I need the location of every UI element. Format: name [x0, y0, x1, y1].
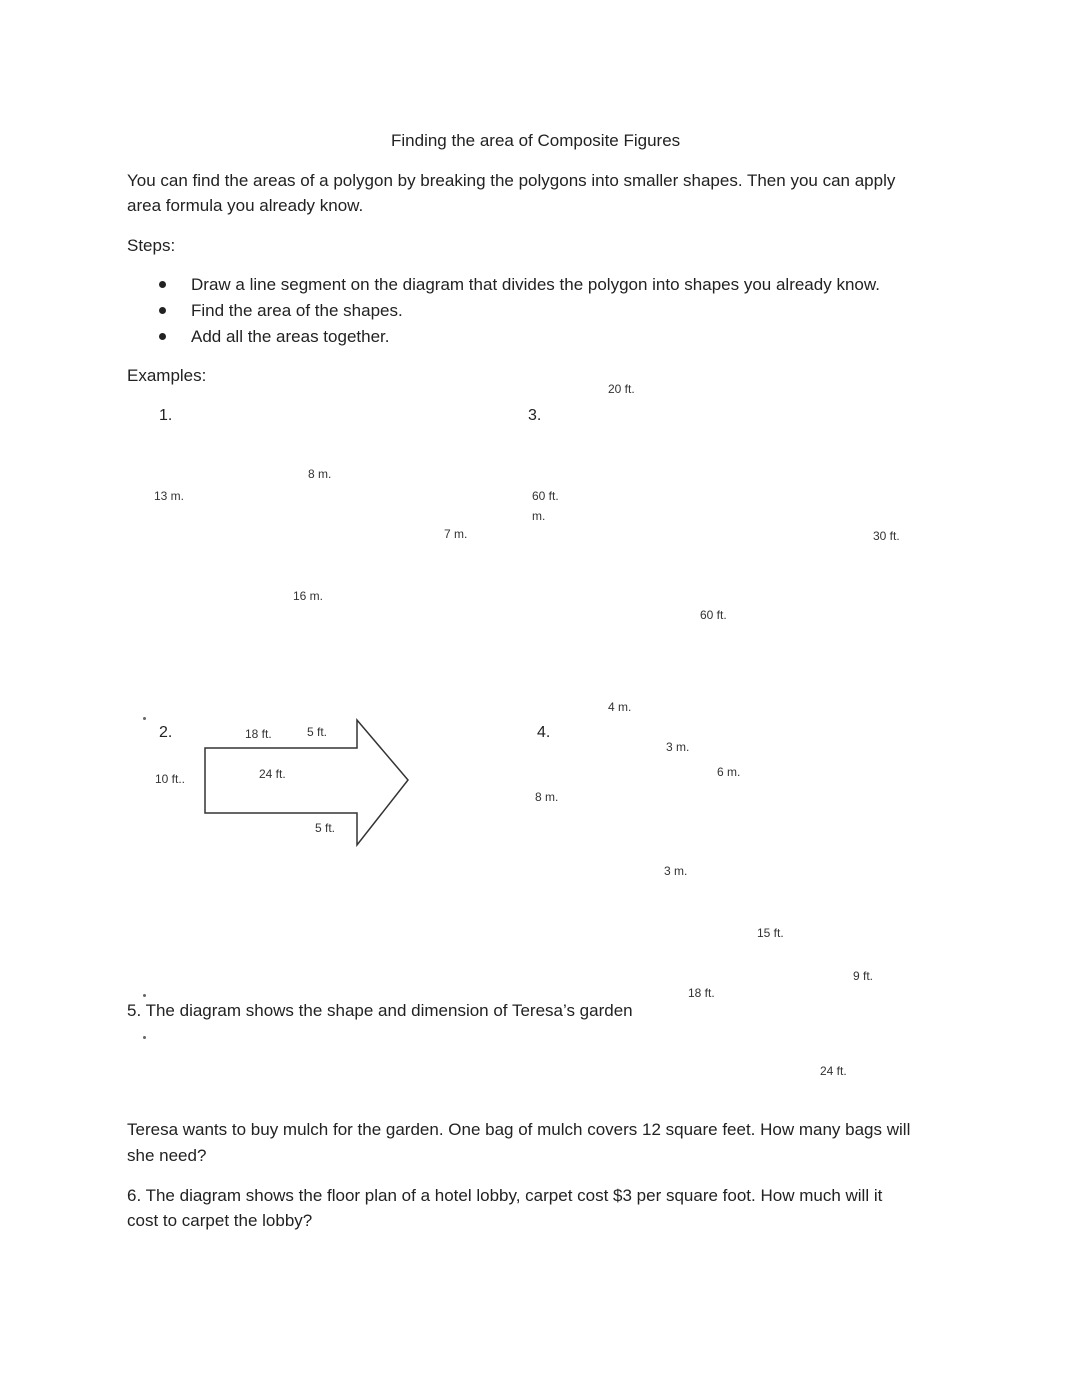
example-3-label-top: 20 ft. [608, 382, 635, 396]
example-1-label-left: 13 m. [154, 489, 185, 503]
example-1-label-right: 7 m. [444, 527, 468, 541]
example-3-label-unit: m. [532, 509, 546, 523]
example-4-label-right: 6 m. [717, 765, 741, 779]
problem-5-label-top: 15 ft. [757, 926, 784, 940]
arrow-shape [205, 720, 408, 845]
page-title: Finding the area of Composite Figures [391, 131, 681, 150]
example-2-number: 2. [159, 724, 173, 741]
example-1-label-top: 8 m. [308, 467, 332, 481]
problem-6-line-2: cost to carpet the lobby? [127, 1211, 313, 1230]
example-3-label-right: 30 ft. [873, 529, 900, 543]
intro-line-2: area formula you already know. [127, 196, 364, 215]
example-1-number: 1. [159, 407, 173, 424]
example-2-label-left: 10 ft.. [155, 772, 186, 786]
step-2: Find the area of the shapes. [191, 301, 403, 320]
example-4-label-inner-top: 3 m. [666, 740, 690, 754]
stray-dot [143, 1036, 146, 1039]
example-4-number: 4. [537, 724, 551, 741]
problem-5-text: 5. The diagram shows the shape and dimension of Teresa’s garden [127, 1001, 633, 1020]
example-2-label-bottom: 5 ft. [315, 821, 336, 835]
step-1: Draw a line segment on the diagram that divides the polygon into shapes you already know. [191, 275, 880, 294]
stray-dot [143, 994, 146, 997]
problem-5-question-line-1: Teresa wants to buy mulch for the garden. One bag of mulch covers 12 square feet. How many bags will [127, 1120, 911, 1139]
problem-5-label-left: 18 ft. [688, 986, 715, 1000]
example-4-label-top: 4 m. [608, 700, 632, 714]
example-4-label-left: 8 m. [535, 790, 559, 804]
step-3: Add all the areas together. [191, 327, 390, 346]
problem-5-label-bottom: 24 ft. [820, 1064, 847, 1078]
example-3-label-bottom: 60 ft. [700, 608, 727, 622]
example-1-label-bottom: 16 m. [293, 589, 324, 603]
example-2-label-middle: 24 ft. [259, 767, 286, 781]
intro-line-1: You can find the areas of a polygon by breaking the polygons into smaller shapes. Then you can apply [127, 171, 896, 190]
steps-heading: Steps: [127, 236, 176, 255]
examples-heading: Examples: [127, 366, 207, 385]
example-2-label-top-left: 18 ft. [245, 727, 272, 741]
example-3-number: 3. [528, 407, 542, 424]
problem-5-label-right: 9 ft. [853, 969, 874, 983]
problem-6-line-1: 6. The diagram shows the floor plan of a hotel lobby, carpet cost $3 per square foot. How much will it [127, 1186, 883, 1205]
problem-5-question-line-2: she need? [127, 1146, 207, 1165]
example-3-label-left: 60 ft. [532, 489, 559, 503]
example-4-label-inner-bottom: 3 m. [664, 864, 688, 878]
example-2-label-top-right: 5 ft. [307, 725, 328, 739]
